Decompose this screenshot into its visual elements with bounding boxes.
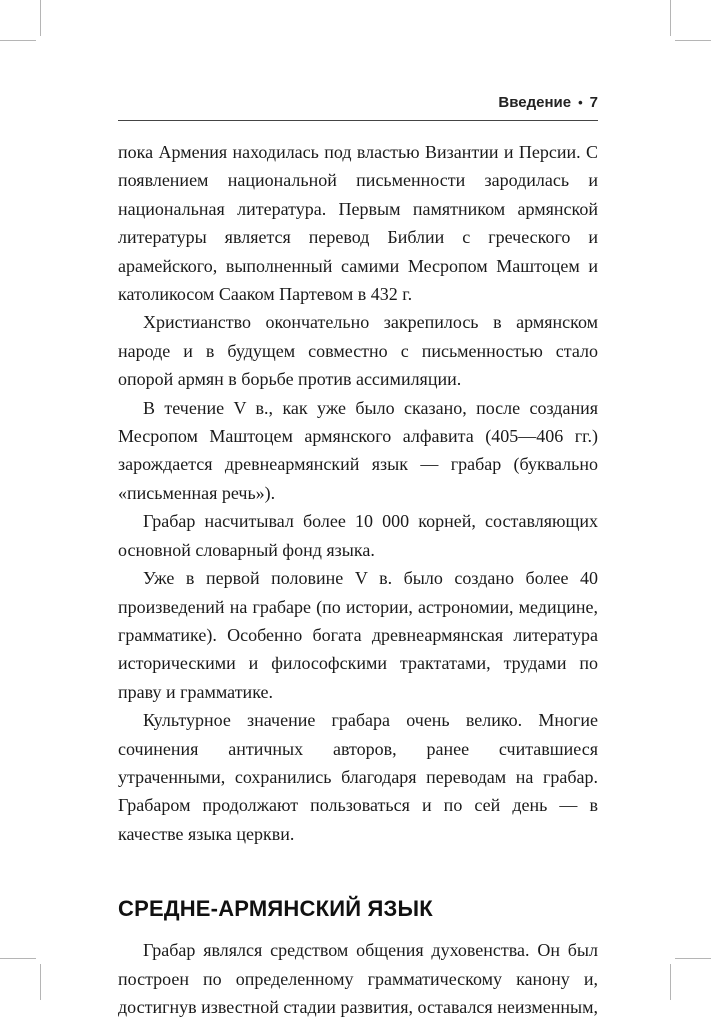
crop-mark: [40, 964, 41, 1000]
crop-mark: [670, 0, 671, 36]
crop-mark: [675, 40, 711, 41]
crop-mark: [0, 40, 36, 41]
section-heading: СРЕДНЕ-АРМЯНСКИЙ ЯЗЫК: [118, 896, 433, 922]
crop-mark: [40, 0, 41, 36]
crop-mark: [670, 964, 671, 1000]
header-rule: [118, 120, 598, 121]
paragraph: Уже в первой половине V в. было создано более 40 произведений на грабаре (по истории, астрономии, медицине, грамматике). Особенно богата древнеармянская литература историческими и философскими трактатами, трудами по праву и грамматике.: [118, 568, 598, 702]
paragraph: Грабар являлся средством общения духовенства. Он был построен по определенному грамматическому канону и, достигнув известной стадии развития, оставался неизменным,: [118, 940, 598, 1017]
paragraph: Грабар насчитывал более 10 000 корней, составляющих основной словарный фонд языка.: [118, 511, 598, 560]
paragraph: В течение V в., как уже было сказано, после создания Месропом Маштоцем армянского алфавита (405—406 гг.) зарождается древнеармянский язык — грабар (буквально «письменная речь»).: [118, 397, 598, 503]
paragraph: Христианство окончательно закрепилось в армянском народе и в будущем совместно с письменностью стало опорой армян в борьбе против ассимиляции.: [118, 312, 598, 390]
header-separator: •: [578, 95, 583, 110]
section-spacer: [118, 848, 598, 894]
paragraph: Культурное значение грабара очень велико. Многие сочинения античных авторов, ранее считавшиеся утраченными, сохранились благодаря переводам на грабар. Грабаром продолжают пользоваться и по сей день — в качестве языка церкви.: [118, 710, 598, 844]
running-header: [498, 94, 598, 111]
page-number: 7: [589, 94, 598, 111]
section-title: Введение: [498, 94, 572, 111]
paragraph: пока Армения находилась под властью Византии и Персии. С появлением национальной письменности зародилась и национальная литература. Первым памятником армянской литературы является перевод Библии с греческого и арамейского, выполненный самими Месропом Маштоцем и католикосом Сааком Партевом в 432 г.: [118, 142, 598, 305]
crop-mark: [675, 958, 711, 959]
crop-mark: [0, 958, 36, 959]
page-body: [118, 138, 598, 1021]
